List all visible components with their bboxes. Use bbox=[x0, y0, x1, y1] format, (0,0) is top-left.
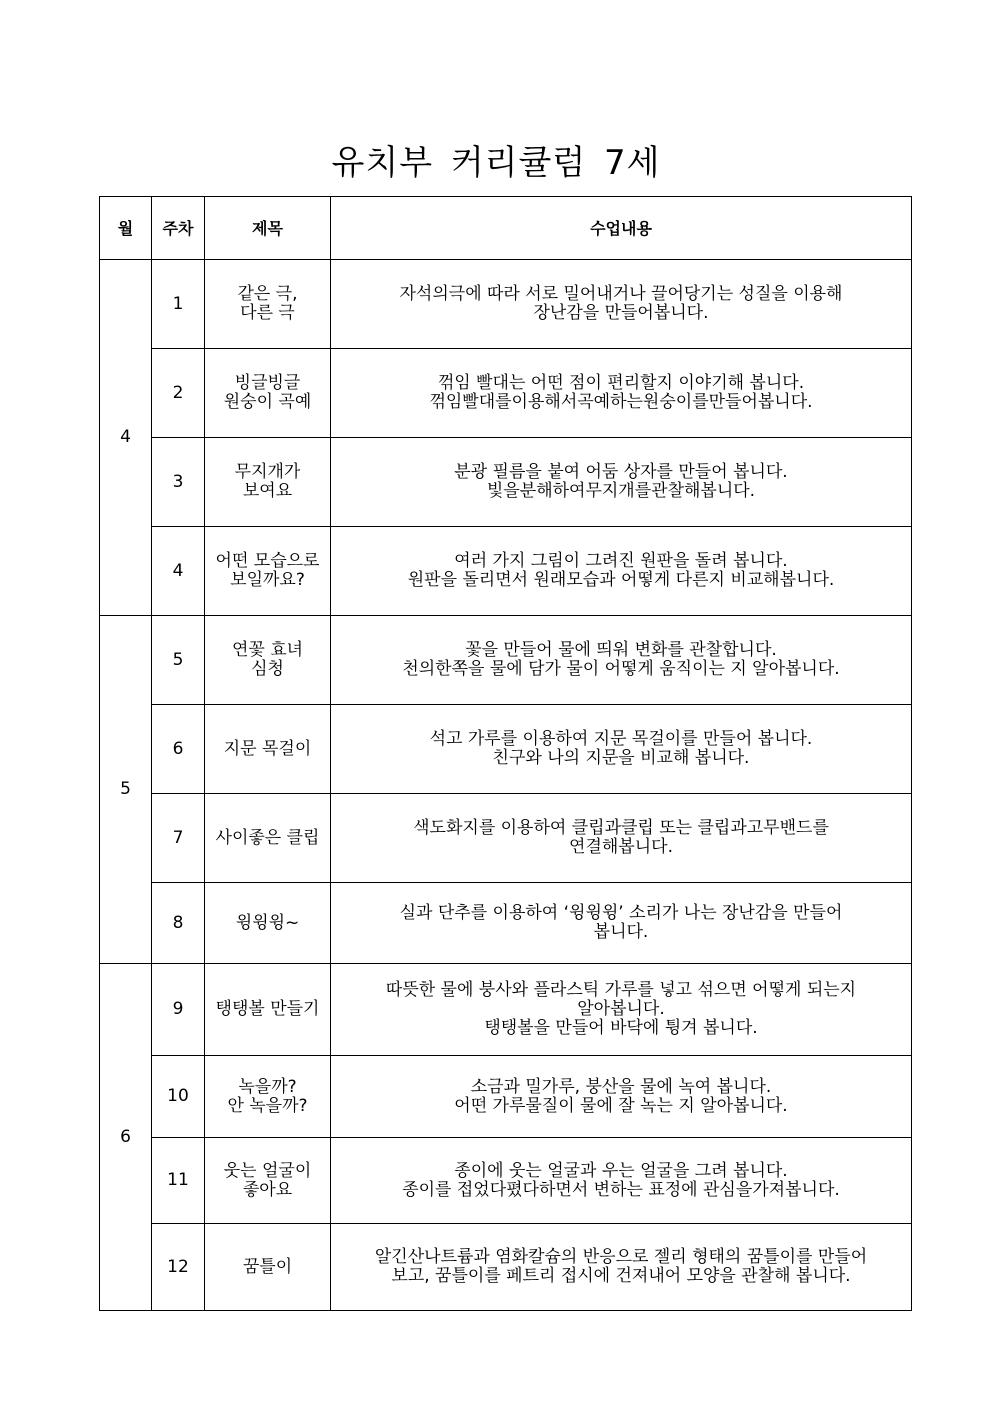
header-month: 월 bbox=[100, 197, 152, 260]
lesson-content-line: 색도화지를 이용하여 클립과클립 또는 클립과고무밴드를 bbox=[413, 818, 829, 838]
lesson-content-line: 연결해봅니다. bbox=[569, 837, 673, 857]
lesson-title-cell bbox=[205, 883, 331, 964]
table-row bbox=[100, 794, 912, 883]
lesson-title-line: 원숭이 곡예 bbox=[223, 392, 312, 412]
lesson-content-cell bbox=[331, 527, 912, 616]
lesson-title-cell bbox=[205, 260, 331, 349]
header-week: 주차 bbox=[152, 197, 205, 260]
lesson-content-line: 꺾임 빨대는 어떤 점이 편리할지 이야기해 봅니다. bbox=[437, 373, 805, 393]
lesson-title-line: 어떤 모습으로 bbox=[215, 551, 320, 571]
week-cell: 6 bbox=[152, 705, 205, 794]
lesson-title-line: 연꽃 효녀 bbox=[231, 640, 304, 660]
lesson-content-line: 친구와 나의 지문을 비교해 봅니다. bbox=[492, 748, 750, 768]
lesson-content-cell bbox=[331, 964, 912, 1056]
lesson-title-cell bbox=[205, 964, 331, 1056]
week-cell: 1 bbox=[152, 260, 205, 349]
table-row bbox=[100, 260, 912, 349]
lesson-content-cell bbox=[331, 349, 912, 438]
week-cell: 7 bbox=[152, 794, 205, 883]
lesson-content-line: 종이를 접었다폈다하면서 변하는 표정에 관심을가져봅니다. bbox=[402, 1179, 840, 1200]
table-row bbox=[100, 964, 912, 1056]
table-row bbox=[100, 349, 912, 438]
lesson-content-line: 실과 단추를 이용하여 ‘윙윙윙’ 소리가 나는 장난감을 만들어 bbox=[399, 903, 843, 923]
lesson-content-line: 천의한쪽을 물에 담가 물이 어떻게 움직이는 지 알아봅니다. bbox=[402, 659, 840, 679]
week-cell: 2 bbox=[152, 349, 205, 438]
lesson-title-line: 안 녹을까? bbox=[227, 1095, 308, 1116]
lesson-title-line: 지문 목걸이 bbox=[223, 738, 312, 759]
lesson-title-line: 탱탱볼 만들기 bbox=[215, 999, 320, 1019]
lesson-title-cell bbox=[205, 349, 331, 438]
lesson-title-cell bbox=[205, 1224, 331, 1311]
lesson-content-line: 자석의극에 따라 서로 밀어내거나 끌어당기는 성질을 이용해 bbox=[399, 284, 843, 304]
week-cell: 9 bbox=[152, 964, 205, 1056]
lesson-content-cell bbox=[331, 1056, 912, 1138]
lesson-content-line: 알긴산나트륨과 염화칼슘의 반응으로 젤리 형태의 꿈틀이를 만들어 bbox=[374, 1247, 868, 1267]
header-subject: 제목 bbox=[205, 197, 331, 260]
lesson-title-line: 같은 극, bbox=[237, 284, 298, 304]
lesson-content-cell bbox=[331, 1138, 912, 1224]
table-row bbox=[100, 1138, 912, 1224]
lesson-content-line: 꺾임빨대를이용해서곡예하는원숭이를만들어봅니다. bbox=[429, 392, 813, 412]
lesson-content-line: 석고 가루를 이용하여 지문 목걸이를 만들어 봅니다. bbox=[429, 729, 813, 749]
lesson-title-cell bbox=[205, 1056, 331, 1138]
lesson-content-line: 따뜻한 물에 붕사와 플라스틱 가루를 넣고 섞으면 어떻게 되는지 bbox=[385, 980, 857, 1000]
table-row bbox=[100, 438, 912, 527]
page-title: 유치부 커리큘럼 7세 bbox=[331, 143, 661, 183]
lesson-content-line: 봅니다. bbox=[593, 922, 649, 942]
table-row bbox=[100, 705, 912, 794]
table-row bbox=[100, 1056, 912, 1138]
lesson-title-cell bbox=[205, 1138, 331, 1224]
table-row bbox=[100, 1224, 912, 1311]
week-cell: 10 bbox=[152, 1056, 205, 1138]
week-cell: 12 bbox=[152, 1224, 205, 1311]
month-cell: 4 bbox=[100, 260, 152, 616]
lesson-content-line: 종이에 웃는 얼굴과 우는 얼굴을 그려 봅니다. bbox=[454, 1160, 788, 1181]
lesson-content-line: 장난감을 만들어봅니다. bbox=[533, 303, 709, 323]
lesson-content-cell bbox=[331, 1224, 912, 1311]
week-cell: 3 bbox=[152, 438, 205, 527]
lesson-title-line: 심청 bbox=[251, 659, 284, 679]
week-cell: 4 bbox=[152, 527, 205, 616]
lesson-content-cell bbox=[331, 616, 912, 705]
lesson-title-line: 녹을까? bbox=[238, 1076, 297, 1097]
month-cell: 6 bbox=[100, 964, 152, 1311]
lesson-title-line: 보일까요? bbox=[230, 570, 305, 590]
table-row bbox=[100, 883, 912, 964]
header-row bbox=[100, 197, 912, 260]
lesson-title-cell bbox=[205, 705, 331, 794]
lesson-title-line: 다른 극 bbox=[240, 303, 295, 323]
lesson-content-line: 원판을 돌리면서 원래모습과 어떻게 다른지 비교해봅니다. bbox=[407, 570, 835, 590]
lesson-title-line: 보여요 bbox=[242, 481, 293, 501]
lesson-title-line: 빙글빙글 bbox=[234, 373, 301, 393]
lesson-title-line: 사이좋은 클립 bbox=[215, 827, 320, 848]
lesson-content-line: 알아봅니다. bbox=[577, 999, 665, 1019]
lesson-content-cell bbox=[331, 705, 912, 794]
lesson-title-line: 꿈틀이 bbox=[242, 1256, 293, 1277]
lesson-content-line: 꽃을 만들어 물에 띄워 변화를 관찰합니다. bbox=[465, 640, 777, 660]
header-content: 수업내용 bbox=[331, 197, 912, 260]
lesson-content-line: 보고, 꿈틀이를 페트리 접시에 건져내어 모양을 관찰해 봅니다. bbox=[391, 1266, 851, 1286]
month-cell: 5 bbox=[100, 616, 152, 964]
lesson-title-cell bbox=[205, 794, 331, 883]
lesson-title-line: 윙윙윙~ bbox=[235, 912, 300, 933]
lesson-content-line: 여러 가지 그림이 그려진 원판을 돌려 봅니다. bbox=[454, 551, 788, 571]
lesson-content-line: 어떤 가루물질이 물에 잘 녹는 지 알아봅니다. bbox=[454, 1095, 788, 1116]
week-cell: 8 bbox=[152, 883, 205, 964]
lesson-title-cell bbox=[205, 438, 331, 527]
curriculum-table bbox=[99, 196, 912, 1311]
week-cell: 5 bbox=[152, 616, 205, 705]
table-row bbox=[100, 527, 912, 616]
lesson-content-line: 탱탱볼을 만들어 바닥에 튕겨 봅니다. bbox=[484, 1018, 758, 1038]
lesson-content-line: 빛을분해하여무지개를관찰해봅니다. bbox=[486, 481, 756, 501]
table-row bbox=[100, 616, 912, 705]
lesson-content-line: 소금과 밀가루, 붕산을 물에 녹여 봅니다. bbox=[470, 1076, 772, 1097]
lesson-title-line: 무지개가 bbox=[234, 462, 301, 482]
lesson-content-cell bbox=[331, 794, 912, 883]
lesson-content-line: 분광 필름을 붙여 어둠 상자를 만들어 봅니다. bbox=[454, 462, 788, 482]
week-cell: 11 bbox=[152, 1138, 205, 1224]
lesson-title-line: 웃는 얼굴이 bbox=[223, 1160, 312, 1181]
lesson-title-cell bbox=[205, 616, 331, 705]
lesson-title-cell bbox=[205, 527, 331, 616]
table-body bbox=[100, 260, 912, 1311]
lesson-content-cell bbox=[331, 438, 912, 527]
lesson-title-line: 좋아요 bbox=[242, 1179, 293, 1200]
lesson-content-cell bbox=[331, 883, 912, 964]
lesson-content-cell bbox=[331, 260, 912, 349]
